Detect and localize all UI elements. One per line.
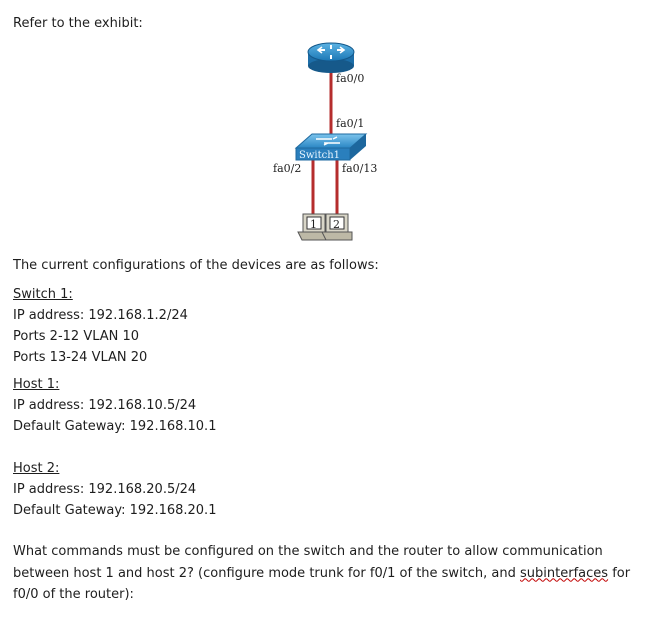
host1-ip: IP address: 192.168.10.5/24: [13, 398, 197, 413]
intro-text: Refer to the exhibit:: [13, 16, 143, 31]
config-intro: The current configurations of the devices are as follows:: [13, 258, 379, 273]
spellcheck-word: subinterfaces: [520, 565, 609, 581]
router-port-label: fa0/0: [336, 72, 365, 85]
switch-port-right-label: fa0/13: [342, 162, 378, 175]
host1-number: 1: [310, 218, 317, 231]
host2-gateway: Default Gateway: 192.168.20.1: [13, 503, 217, 518]
question-text-start: What commands must be configured on the switch and the router to allow communication between host 1 and host 2? (configure mode trunk for f0/1 of the switch, and: [13, 544, 603, 581]
switch1-ports-vlan10: Ports 2-12 VLAN 10: [13, 329, 140, 344]
switch1-ip: IP address: 192.168.1.2/24: [13, 308, 188, 323]
switch-uplink-label: fa0/1: [336, 117, 365, 130]
host2-number: 2: [333, 218, 340, 231]
switch1-heading: Switch 1:: [13, 287, 73, 302]
switch1-ports-vlan20: Ports 13-24 VLAN 20: [13, 350, 148, 365]
switch-name: Switch1: [299, 150, 341, 161]
host1-heading: Host 1:: [13, 377, 60, 392]
host2-ip: IP address: 192.168.20.5/24: [13, 482, 197, 497]
switch-port-left-label: fa0/2: [273, 162, 302, 175]
question-paragraph: [13, 541, 639, 606]
question-text-end: for f0/0 of the router):: [13, 565, 631, 602]
router-icon: [308, 43, 354, 73]
host1-gateway: Default Gateway: 192.168.10.1: [13, 419, 217, 434]
host2-heading: Host 2:: [13, 461, 60, 476]
network-diagram: [0, 0, 656, 260]
